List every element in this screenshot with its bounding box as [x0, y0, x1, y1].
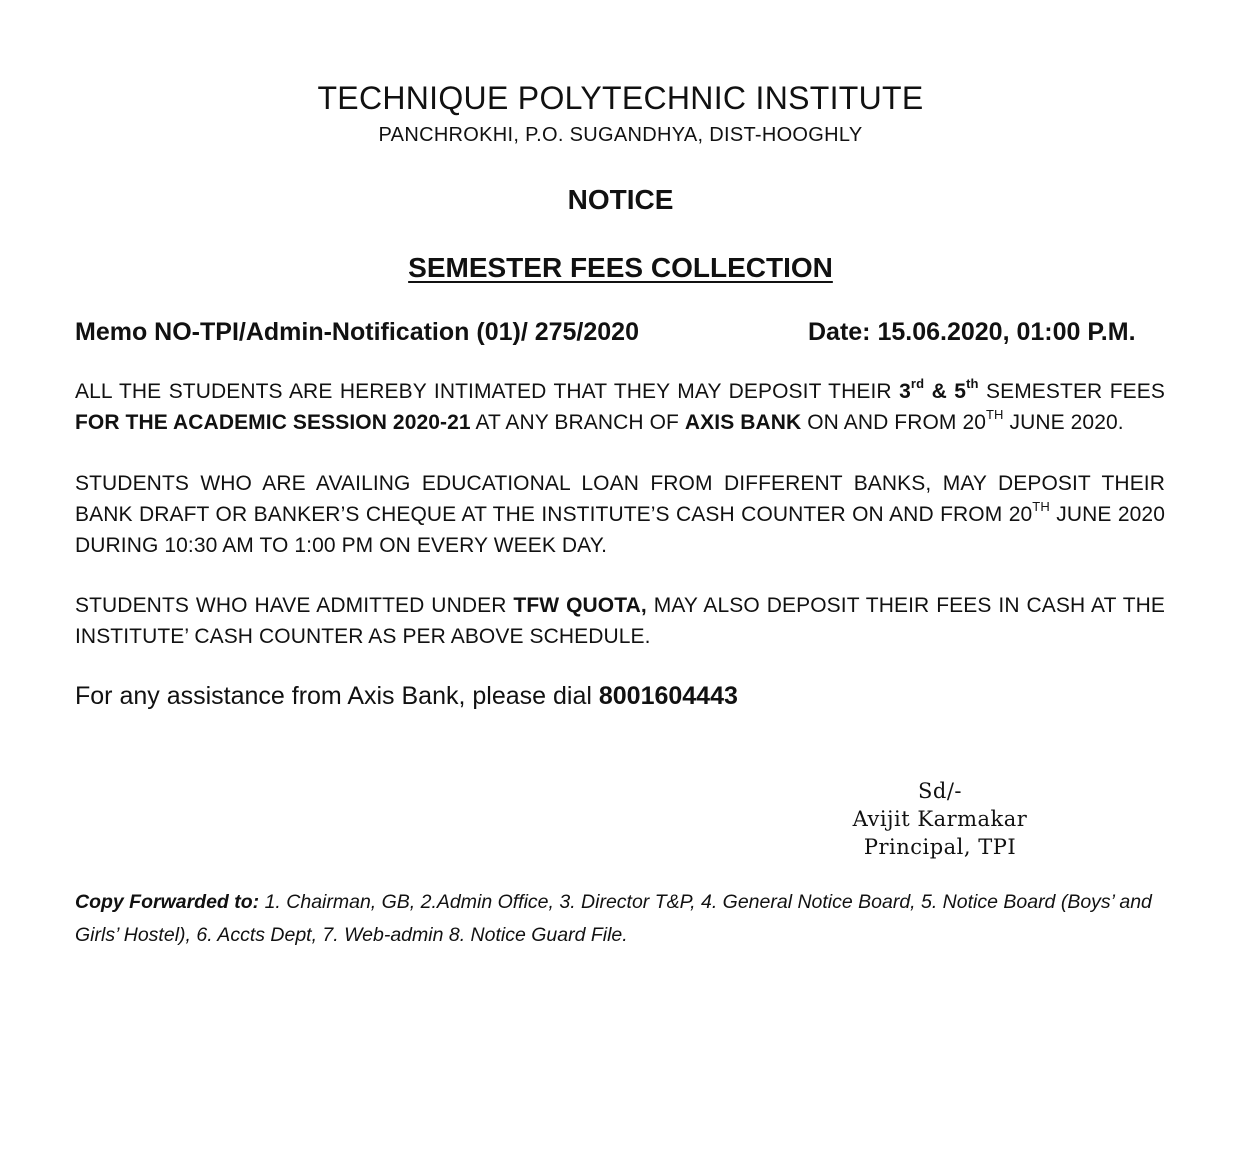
text: JUNE 2020 DURING 10:30 AM TO 1:00 PM ON EVERY WEEK DAY. [75, 503, 1165, 557]
semester-3: 3 [899, 380, 911, 403]
institute-address: PANCHROKHI, P.O. SUGANDHYA, DIST-HOOGHLY [378, 124, 863, 146]
text: SEMESTER FEES [978, 380, 1166, 403]
paragraph-deposit-axis-bank [75, 376, 1165, 438]
signatory-name: Avijit Karmakar [852, 807, 1028, 831]
copy-forwarded-list: 1. Chairman, GB, 2.Admin Office, 3. Director T&P, 4. General Notice Board, 5. Notice Board (Boys’ and Girls’ Hostel), 6. Accts Dept, 7. Web-admin 8. Notice Guard File. [75, 891, 1152, 946]
text: ON AND FROM 20 [801, 411, 987, 434]
text: STUDENTS WHO ARE AVAILING EDUCATIONAL LOAN FROM DIFFERENT BANKS, MAY DEPOSIT THEIR BANK DRAFT OR BANKER’S CHEQUE AT THE INSTITUTE’S CASH COUNTER ON AND FROM 20 [75, 472, 1165, 526]
assistance-text: For any assistance from Axis Bank, please dial [75, 682, 599, 710]
paragraph-educational-loan [75, 468, 1165, 561]
text: AT ANY BRANCH OF [470, 411, 685, 434]
notice-heading: NOTICE [567, 184, 674, 215]
bank-name: AXIS BANK [684, 411, 802, 434]
ordinal-th: TH [986, 407, 1004, 422]
assistance-line [75, 682, 738, 711]
copy-forwarded [75, 886, 1165, 952]
tfw-quota: TFW QUOTA, [513, 594, 647, 617]
institute-name: TECHNIQUE POLYTECHNIC INSTITUTE [317, 80, 924, 116]
ordinal-rd: rd [910, 376, 925, 391]
text: ALL THE STUDENTS ARE HEREBY INTIMATED THAT THEY MAY DEPOSIT THEIR [75, 380, 900, 403]
signatory-designation: Principal, TPI [863, 835, 1017, 859]
ordinal-th: th [966, 376, 979, 391]
semester-5: & 5 [924, 380, 967, 403]
notice-subject: SEMESTER FEES COLLECTION [408, 252, 833, 283]
copy-forwarded-label: Copy Forwarded to: [75, 891, 260, 913]
memo-number: Memo NO-TPI/Admin-Notification (01)/ 275/2020 [75, 318, 639, 346]
text: MAY ALSO DEPOSIT THEIR FEES IN CASH AT THE INSTITUTE’ CASH COUNTER AS PER ABOVE SCHEDULE. [75, 594, 1165, 648]
academic-session: FOR THE ACADEMIC SESSION 2020-21 [75, 411, 471, 434]
memo-date: Date: 15.06.2020, 01:00 P.M. [808, 318, 1136, 346]
text: STUDENTS WHO HAVE ADMITTED UNDER [75, 594, 514, 617]
signature-block [830, 777, 1050, 861]
text: JUNE 2020. [1003, 411, 1124, 434]
ordinal-th: TH [1032, 499, 1050, 514]
signature-sd: Sd/- [918, 779, 962, 803]
memo-line [75, 318, 1165, 347]
phone-number: 8001604443 [598, 682, 738, 710]
paragraph-tfw-quota [75, 590, 1165, 652]
